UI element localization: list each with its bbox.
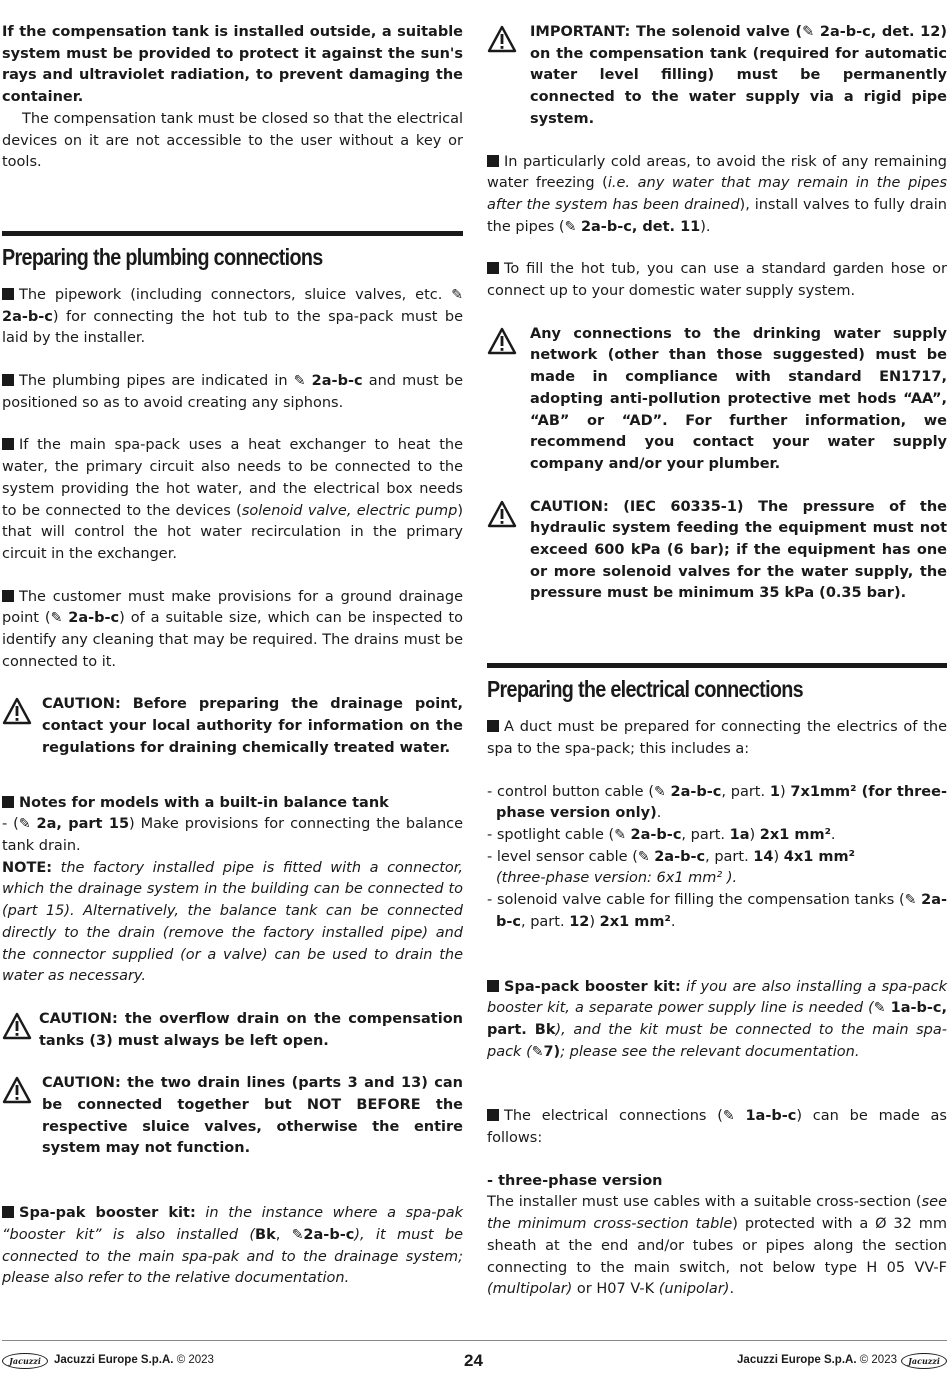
- pencil-icon: ✎: [291, 1226, 304, 1243]
- overflow-caution: CAUTION: the overflow drain on the compensation tanks (3) must always be left open.: [2, 1009, 463, 1052]
- pencil-icon: ✎: [50, 610, 63, 627]
- three-phase-sensor-note: (three-phase version: 6x1 mm² ).: [496, 870, 738, 887]
- bullet-square-icon: [2, 1206, 14, 1218]
- fill-hot-tub-paragraph: To fill the hot tub, you can use a standard garden hose or connect up to your domestic water supply system.: [487, 261, 947, 300]
- pencil-icon: ✎: [18, 816, 31, 833]
- pencil-icon: ✎: [654, 783, 666, 800]
- drainage-caution: CAUTION: Before preparing the drainage point, contact your local authority for information on the regulations for draining chemically treated water.: [2, 694, 463, 759]
- bullet-square-icon: [487, 980, 499, 992]
- jacuzzi-logo: Jacuzzi: [2, 1353, 48, 1369]
- bullet-square-icon: [2, 590, 14, 602]
- list-item: - control button cable (✎ 2a-b-c, part. 1) 7x1mm² (for three-phase version only).: [487, 783, 947, 822]
- page-number: 24: [464, 1351, 483, 1370]
- left-column: [2, 22, 463, 1290]
- pressure-caution: CAUTION: (IEC 60335-1) The pressure of the hydraulic system feeding the equipment must not exceed 600 kPa (6 bar); if the equipment has one or more solenoid valves for the water supply, the pressure must be minimum 35 kPa (0.35 bar).: [487, 497, 947, 606]
- bullet-square-icon: [2, 374, 14, 386]
- three-phase-paragraph: The installer must use cables with a suitable cross-section (see the minimum cross-section table) protected with a Ø 32 mm sheath at the end and/or tubes or pipes along the section connecting to the main switch, not below type H 05 VV-F (multipolar) or H07 V-K (unipolar).: [487, 1194, 947, 1298]
- warning-triangle-icon: [2, 1012, 32, 1040]
- section-divider: [2, 231, 463, 236]
- footer-copyright-left: Jacuzzi Europe S.p.A. © 2023: [54, 1354, 214, 1366]
- duct-paragraph: A duct must be prepared for connecting the electrics of the spa to the spa-pack; this includes a:: [487, 719, 947, 757]
- three-phase-title: - three-phase version: [487, 1172, 663, 1189]
- spa-pack-booster-kit-paragraph: Spa-pack booster kit: if you are also installing a spa-pack booster kit, a separate power supply line is needed (✎ 1a-b-c, part. Bk), and the kit must be connected to the main spa-pack (✎7); please see the relevant documentation.: [487, 978, 948, 1060]
- section-divider: [487, 663, 947, 668]
- right-column: [487, 22, 947, 1301]
- pencil-icon: ✎: [451, 286, 463, 303]
- factory-pipe-note: NOTE: the factory installed pipe is fitted with a connector, which the drainage system in the building can be connected to (part 15). Alternatively, the balance tank can be connected directly to the drain (remove the factory installed pipe) and the connector supplied (or a valve) can be used to drain the water as necessary.: [2, 859, 463, 985]
- list-item: - level sensor cable (✎ 2a-b-c, part. 14) 4x1 mm²: [487, 848, 855, 865]
- pencil-icon: ✎: [904, 892, 917, 909]
- pencil-icon: ✎: [637, 848, 650, 865]
- list-item: - solenoid valve cable for filling the compensation tanks (✎ 2a-b-c, part. 12) 2x1 mm².: [487, 892, 948, 930]
- pipework-paragraph: The pipework (including connectors, sluice valves, etc. ✎ 2a-b-c) for connecting the hot tub to the spa-pack must be laid by the installer.: [2, 286, 463, 347]
- bullet-square-icon: [487, 720, 499, 732]
- pencil-icon: ✎: [722, 1108, 735, 1125]
- bullet-square-icon: [487, 1109, 499, 1121]
- balance-tank-notes-title: Notes for models with a built-in balance tank: [2, 793, 463, 815]
- drainage-point-paragraph: The customer must make provisions for a ground drainage point (✎ 2a-b-c) of a suitable size, which can be inspected to identify any cleaning that may be required. The drains must be connected to it.: [2, 588, 464, 670]
- balance-tank-drain-line: - (✎ 2a, part 15) Make provisions for connecting the balance tank drain.: [2, 816, 464, 854]
- electrical-connections-paragraph: The electrical connections (✎ 1a-b-c) can be made as follows:: [487, 1108, 947, 1147]
- pencil-icon: ✎: [531, 1043, 544, 1060]
- electrical-section-title: Preparing the electrical connections: [487, 676, 803, 703]
- outdoor-tank-paragraph: If the compensation tank is installed outside, a suitable system must be provided to protect it against the sun's rays and ultraviolet radiation, to prevent damaging the container.: [2, 24, 463, 106]
- plumbing-section-title: Preparing the plumbing connections: [2, 243, 323, 270]
- spa-pak-booster-kit-paragraph: Spa-pak booster kit: in the instance where a spa-pak “booster kit” is also installed (Bk, ✎2a-b-c), it must be connected to the main spa-pak and to the drainage system; please also refer to the relative documentation.: [2, 1205, 463, 1287]
- warning-triangle-icon: [2, 1076, 32, 1104]
- pencil-icon: ✎: [564, 218, 577, 235]
- bullet-square-icon: [2, 288, 14, 300]
- page-footer: [2, 1340, 947, 1377]
- warning-triangle-icon: [487, 327, 517, 355]
- bullet-square-icon: [2, 796, 14, 808]
- solenoid-important-warning: IMPORTANT: The solenoid valve (✎ 2a-b-c, det. 12) on the compensation tank (required for automatic water level filling) must be permanently connected to the water supply via a rigid pipe system.: [487, 22, 947, 131]
- warning-triangle-icon: [2, 697, 32, 725]
- bullet-square-icon: [487, 155, 499, 167]
- pencil-icon: ✎: [614, 826, 626, 843]
- pencil-icon: ✎: [873, 1000, 886, 1017]
- list-item: - spotlight cable (✎ 2a-b-c, part. 1a) 2x1 mm².: [487, 826, 836, 843]
- cable-list: [487, 782, 947, 934]
- jacuzzi-logo: Jacuzzi: [901, 1353, 947, 1369]
- bullet-square-icon: [2, 438, 14, 450]
- drinking-water-warning: Any connections to the drinking water supply network (other than those suggested) must be made in compliance with standard EN1717, adopting anti-pollution protective met hods “AA”, “AB” or “AD”. For further information, we recommend you contact your water supply company and/or your plumber.: [487, 324, 947, 476]
- drain-lines-caution: CAUTION: the two drain lines (parts 3 and 13) can be connected together but NOT BEFORE the respective sluice valves, otherwise the entire system may not function.: [2, 1073, 463, 1160]
- heat-exchanger-paragraph: If the main spa-pack uses a heat exchanger to heat the water, the primary circuit also needs to be connected to the system providing the hot water, and the electrical box needs to be connected to the devices (solenoid valve, electric pump) that will control the hot water recirculation in the primary circuit in the exchanger.: [2, 437, 463, 562]
- footer-copyright-right: Jacuzzi Europe S.p.A. © 2023: [737, 1354, 897, 1366]
- tank-closed-paragraph: The compensation tank must be closed so that the electrical devices on it are not accessible to the user without a key or tools.: [2, 110, 463, 171]
- plumbing-pipes-paragraph: The plumbing pipes are indicated in ✎ 2a-b-c and must be positioned so as to avoid creating any siphons.: [2, 373, 463, 411]
- pencil-icon: ✎: [293, 373, 306, 390]
- warning-triangle-icon: [487, 25, 517, 53]
- bullet-square-icon: [487, 262, 499, 274]
- warning-triangle-icon: [487, 500, 517, 528]
- cold-areas-paragraph: In particularly cold areas, to avoid the risk of any remaining water freezing (i.e. any water that may remain in the pipes after the system has been drained), install valves to fully drain the pipes (✎ 2a-b-c, det. 11).: [487, 153, 948, 235]
